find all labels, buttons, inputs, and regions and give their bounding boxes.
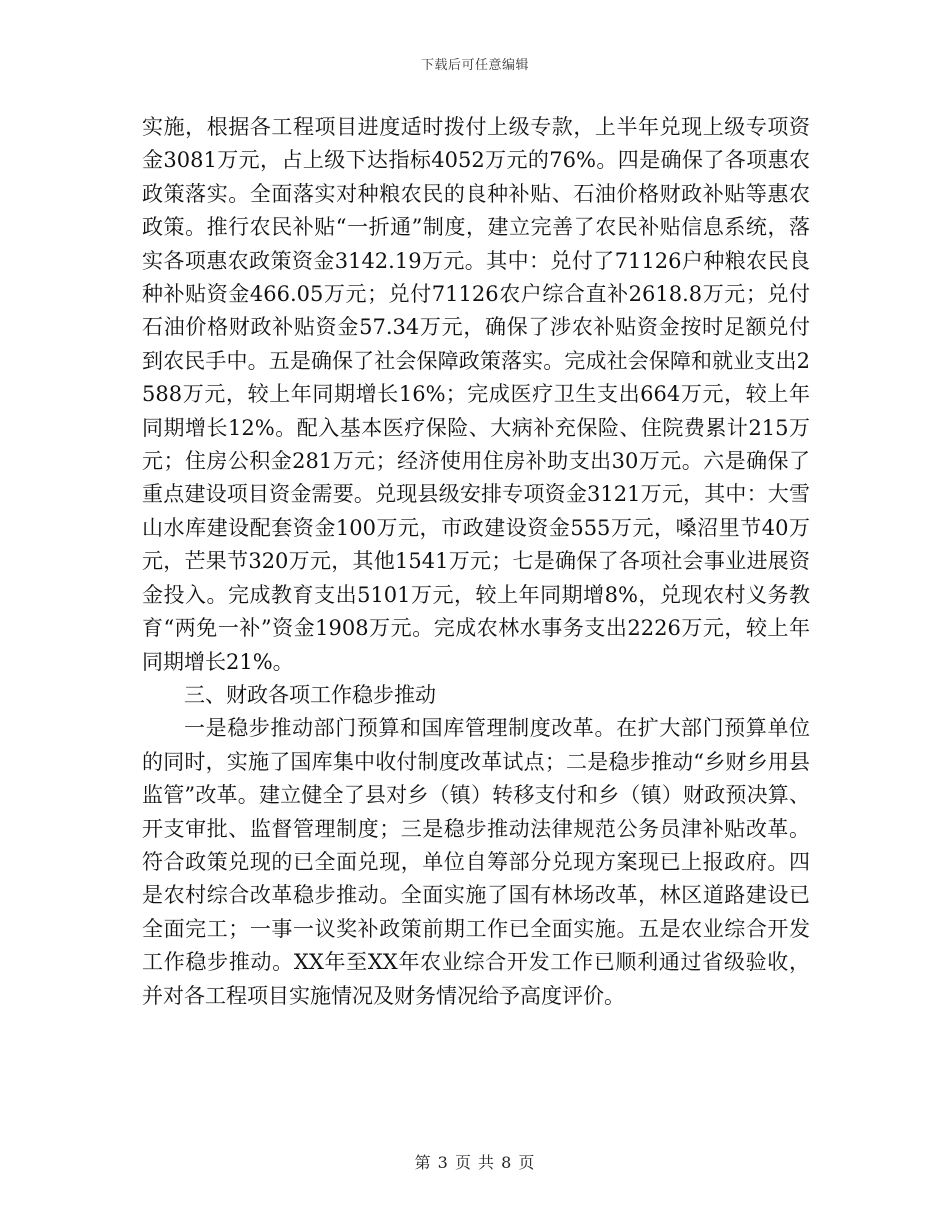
body-paragraph-2: 一是稳步推动部门预算和国库管理制度改革。在扩大部门预算单位的同时，实施了国库集中收付制度改革试点；二是稳步推动“乡财乡用县监管”改革。建立健全了县对乡（镇）转移支付和乡（镇）财政预决算、开支审批、监督管理制度；三是稳步推动法律规范公务员津补贴改革。符合政策兑现的已全面兑现，单位自筹部分兑现方案现已上报政府。四是农村综合改革稳步推动。全面实施了国有林场改革，林区道路建设已全面完工；一事一议奖补政策前期工作已全面实施。五是农业综合开发工作稳步推动。XX年至XX年农业综合开发工作已顺利通过省级验收，并对各工程项目实施情况及财务情况给予高度评价。: [142, 716, 810, 1008]
page-footer: 第 3 页 共 8 页: [414, 1153, 536, 1172]
page-header: 下载后可任意编辑: [420, 58, 529, 73]
document-body: [142, 111, 810, 1013]
body-paragraph-1: 实施，根据各工程项目进度适时拨付上级专款，上半年兑现上级专项资金3081万元，占上级下达指标4052万元的76%。四是确保了各项惠农政策落实。全面落实对种粮农民的良种补贴、石油价格财政补贴等惠农政策。推行农民补贴“一折通”制度，建立完善了农民补贴信息系统，落实各项惠农政策资金3142.19万元。其中：兑付了71126户种粮农民良种补贴资金466.05万元；兑付71126农户综合直补2618.8万元；兑付石油价格财政补贴资金57.34万元，确保了涉农补贴资金按时足额兑付到农民手中。五是确保了社会保障政策落实。完成社会保障和就业支出2588万元，较上年同期增长16%；完成医疗卫生支出664万元，较上年同期增长12%。配入基本医疗保险、大病补充保险、住院费累计215万元；住房公积金281万元；经济使用住房补助支出30万元。六是确保了重点建设项目资金需要。兑现县级安排专项资金3121万元，其中：大雪山水库建设配套资金100万元，市政建设资金555万元，嗓沼里节40万元，芒果节320万元，其他1541万元；七是确保了各项社会事业进展资金投入。完成教育支出5101万元，较上年同期增8%，兑现农村义务教育“两免一补”资金1908万元。完成农林水事务支出2226万元，较上年同期增长21%。: [142, 115, 810, 674]
section-heading: 三、财政各项工作稳步推动: [184, 682, 436, 707]
